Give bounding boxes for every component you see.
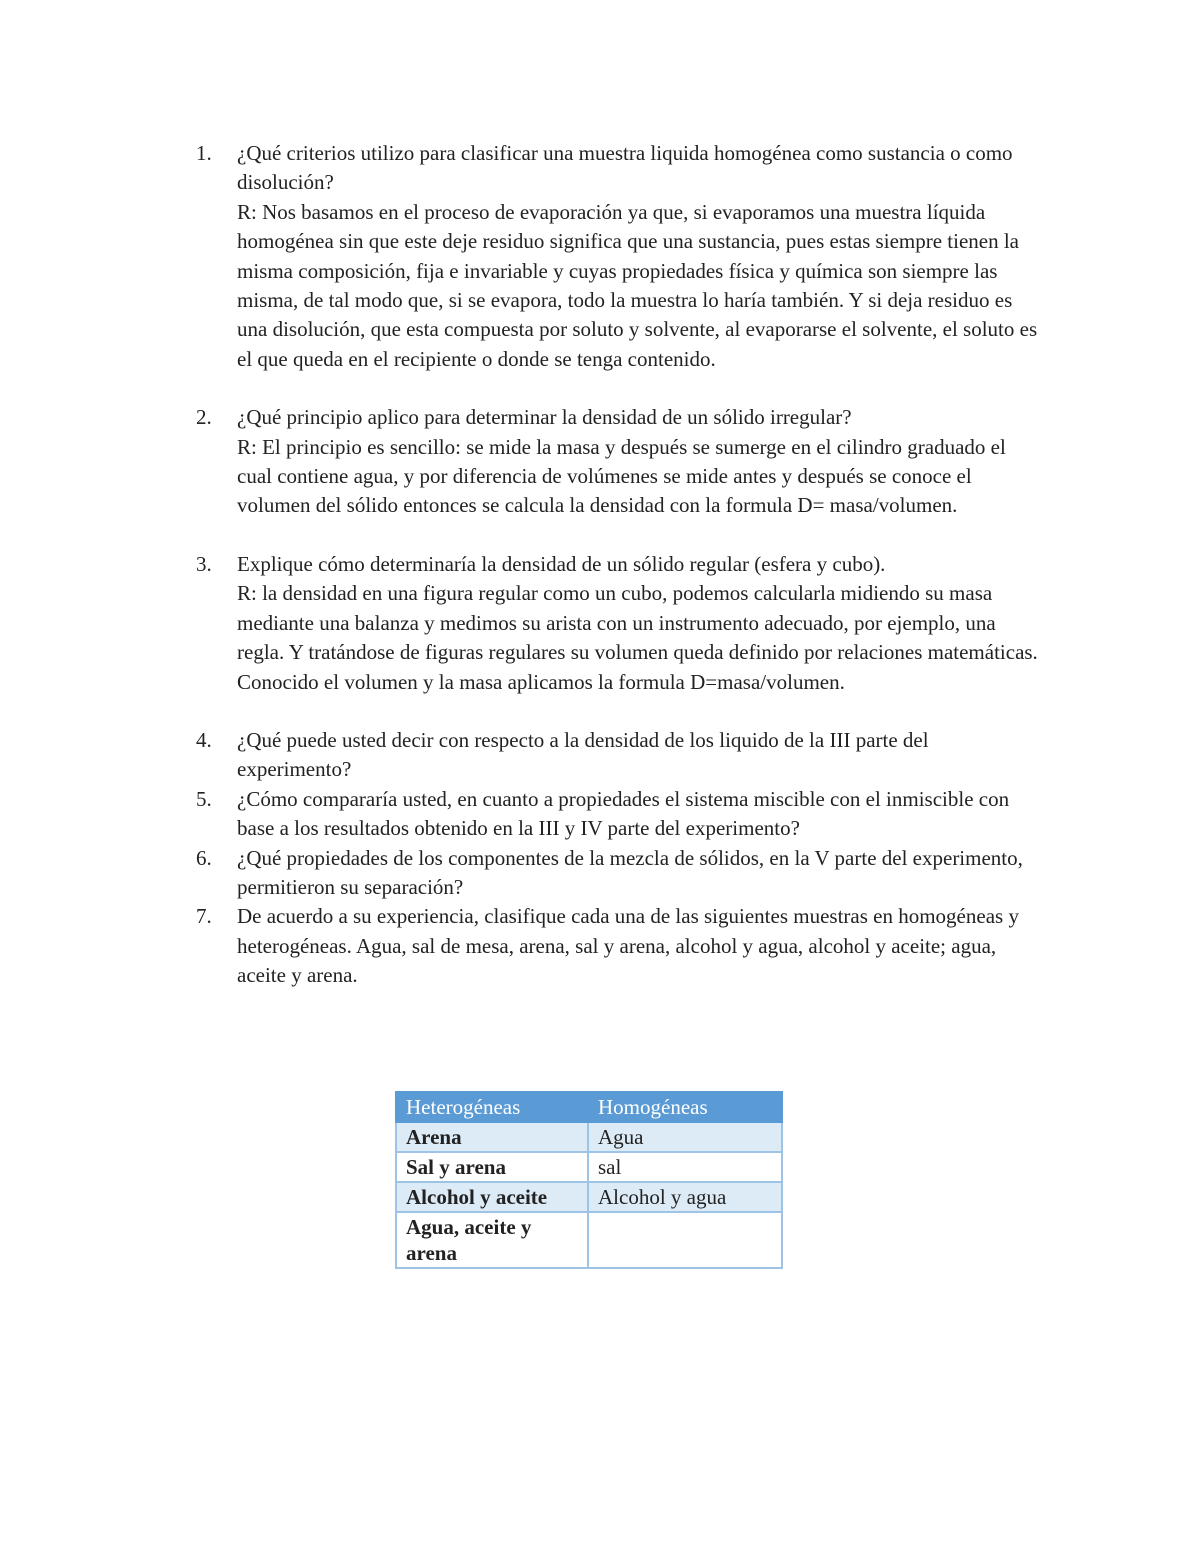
header-heterogeneas: Heterogéneas: [396, 1092, 588, 1122]
item-number: 2.: [196, 405, 212, 430]
table-row: [396, 1182, 782, 1212]
table-cell: [588, 1212, 782, 1268]
question-text: ¿Qué propiedades de los componentes de la mezcla de sólidos, en la V parte del experimento, permitieron su separación?: [237, 845, 1023, 899]
table-row: [396, 1152, 782, 1182]
item-number: 3.: [196, 551, 212, 576]
table-row: [396, 1122, 782, 1152]
item-number: 4.: [196, 727, 212, 752]
table-cell: Agua, aceite y arena: [396, 1212, 588, 1268]
table-row: [396, 1212, 782, 1268]
answer-text: R: la densidad en una figura regular como un cubo, podemos calcularla midiendo su masa mediante una balanza y medimos su arista con un instrumento adecuado, por ejemplo, una regla. Y tratándose de figuras regulares su volumen queda definido por relaciones matemáticas. Conocido el volumen y la masa aplicamos la formula D=masa/volumen.: [237, 581, 1038, 694]
list-item: [196, 550, 1046, 697]
table-cell: Sal y arena: [396, 1152, 588, 1182]
table-cell: Agua: [588, 1122, 782, 1152]
item-number: 6.: [196, 845, 212, 870]
answer-text: R: Nos basamos en el proceso de evaporación ya que, si evaporamos una muestra líquida homogénea sin que este deje residuo significa que una sustancia, pues estas siempre tienen la misma composición, fija e invariable y cuyas propiedades física y química son siempre las misma, de tal modo que, si se evapora, todo la muestra lo haría también. Y si deja residuo es una disolución, que esta compuesta por soluto y solvente, al evaporarse el solvente, el soluto es el que queda en el recipiente o donde se tenga contenido.: [237, 199, 1038, 371]
list-item: [196, 844, 1046, 903]
list-item: [196, 785, 1046, 844]
list-item: [196, 139, 1046, 374]
table-cell: Alcohol y aceite: [396, 1182, 588, 1212]
list-item: [196, 902, 1046, 990]
list-item: [196, 726, 1046, 785]
table-cell: Arena: [396, 1122, 588, 1152]
item-number: 1.: [196, 141, 212, 165]
list-item: [196, 403, 1046, 521]
question-text: ¿Qué criterios utilizo para clasificar una muestra liquida homogénea como sustancia o como disolución?: [237, 141, 1013, 195]
table-cell: Alcohol y agua: [588, 1182, 782, 1212]
classification-table: [395, 1091, 783, 1269]
answer-text: R: El principio es sencillo: se mide la masa y después se sumerge en el cilindro graduado el cual contiene agua, y por diferencia de volúmenes se mide antes y después se conoce el volumen del sólido entonces se calcula la densidad con la formula D= masa/volumen.: [237, 434, 1006, 518]
question-text: Explique cómo determinaría la densidad de un sólido regular (esfera y cubo).: [237, 551, 886, 576]
table-header-row: [396, 1092, 782, 1122]
question-text: ¿Qué principio aplico para determinar la densidad de un sólido irregular?: [237, 405, 852, 430]
question-list: [196, 139, 1046, 991]
question-text: De acuerdo a su experiencia, clasifique cada una de las siguientes muestras en homogéneas y heterogéneas. Agua, sal de mesa, arena, sal y arena, alcohol y agua, alcohol y aceite; agua, aceite y arena.: [237, 904, 1019, 988]
table-cell: sal: [588, 1152, 782, 1182]
header-homogeneas: Homogéneas: [588, 1092, 782, 1122]
question-text: ¿Qué puede usted decir con respecto a la densidad de los liquido de la III parte del experimento?: [237, 727, 929, 782]
item-number: 5.: [196, 786, 212, 811]
question-text: ¿Cómo compararía usted, en cuanto a propiedades el sistema miscible con el inmiscible con base a los resultados obtenido en la III y IV parte del experimento?: [237, 786, 1010, 841]
item-number: 7.: [196, 904, 212, 929]
